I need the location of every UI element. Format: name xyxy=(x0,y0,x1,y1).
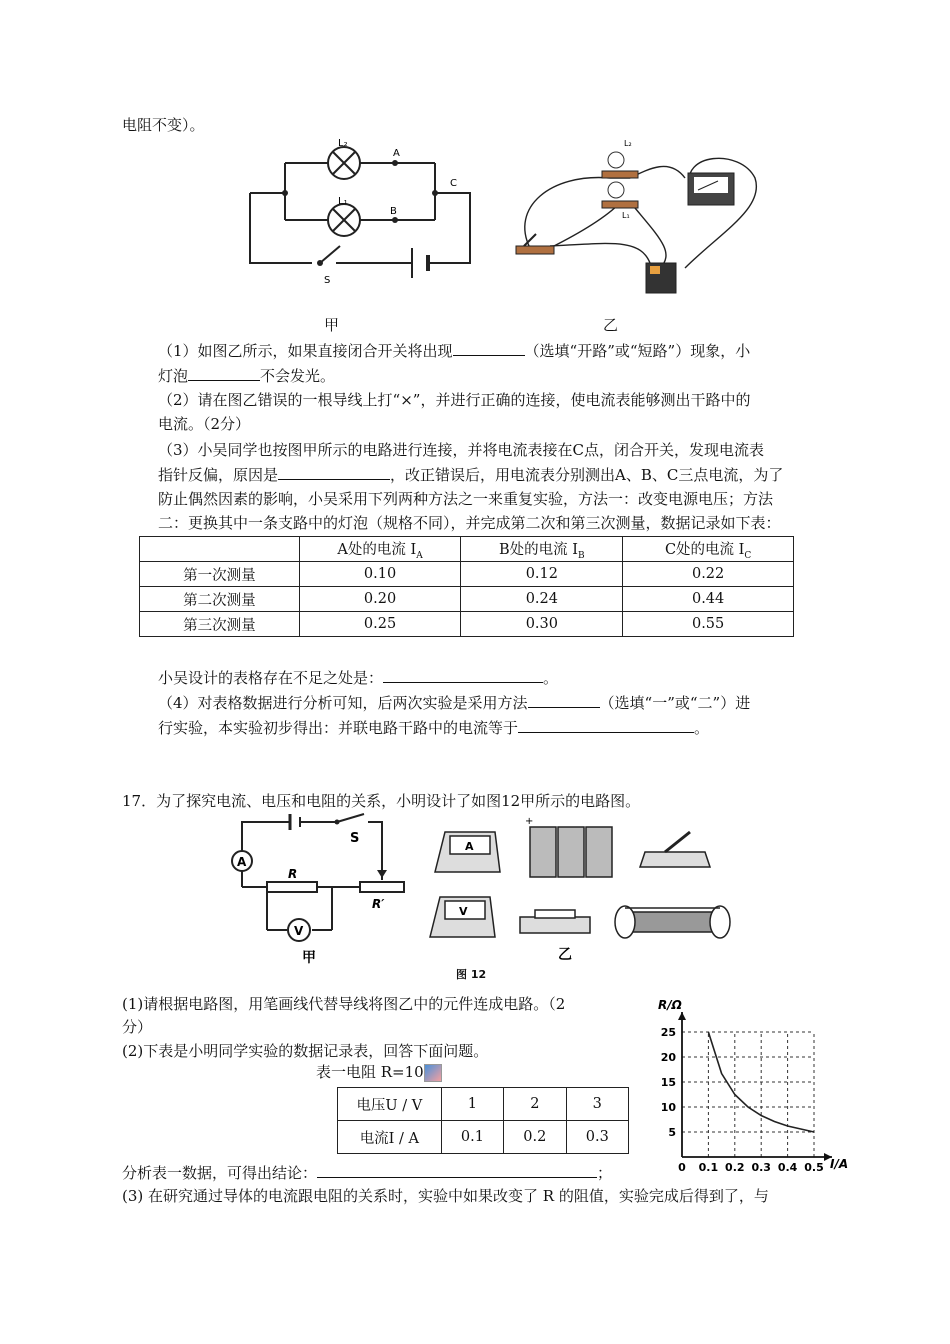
r-i-chart xyxy=(650,995,860,1175)
lamp-holder-l2 xyxy=(602,171,638,178)
label-ammeter-device: A xyxy=(465,840,474,853)
table-cell: 0.44 xyxy=(623,587,794,612)
label-l2b: L₂ xyxy=(624,139,632,148)
chart-x-tick-label: 0.4 xyxy=(777,1161,798,1174)
table-header-cell: C处的电流 $I_C$ xyxy=(623,537,794,562)
voltage-current-table xyxy=(337,1087,629,1154)
label-c: C xyxy=(450,178,457,189)
battery-plus-icon: + xyxy=(525,816,534,827)
label-voltmeter-device: V xyxy=(459,905,468,918)
q16-part2-line2: 电流。（2分） xyxy=(158,415,251,433)
q16-part2-line1: （2）请在图乙错误的一根导线上打“×”，并进行正确的连接，使电流表能够测出干路中的 xyxy=(158,391,751,409)
blank-deficiency[interactable] xyxy=(383,667,543,683)
q17-part3-line1: (3) 在研究通过导体的电流跟电阻的关系时，实验中如果改变了 R 的阻值，实验完成后得到了，与 xyxy=(122,1187,769,1205)
intro-tail: 电阻不变）。 xyxy=(122,116,205,134)
lamp-holder-l1 xyxy=(602,201,638,208)
battery-cell-icon xyxy=(558,827,584,877)
table-row xyxy=(338,1088,629,1121)
table-cell: 第二次测量 xyxy=(140,587,300,612)
circuit-diagram-fig12-jia xyxy=(222,812,422,972)
q16-part4-line2: 行实验，本实验初步得出：并联电路干路中的电流等于 。 xyxy=(158,719,710,737)
chart-ylabel: R/Ω xyxy=(658,998,682,1012)
bulb-l2-icon xyxy=(608,152,624,168)
chart-x-tick-label: 0 xyxy=(678,1161,686,1174)
table-cell: 第一次测量 xyxy=(140,562,300,587)
table2-title: 表一电阻 R=10 xyxy=(316,1062,442,1082)
bulb-l1-icon xyxy=(608,182,624,198)
figure-label-yi: 乙 xyxy=(603,316,619,334)
blank-table-conclusion[interactable] xyxy=(317,1162,597,1178)
chart-y-tick-label: 5 xyxy=(668,1126,676,1139)
label-b: B xyxy=(390,206,397,217)
q17-part1-line2: 分） xyxy=(122,1018,153,1036)
blank-lamp[interactable] xyxy=(188,365,260,381)
label-l1: L₁ xyxy=(338,196,348,207)
chart-x-tick-label: 0.3 xyxy=(751,1161,771,1174)
label-a: A xyxy=(393,148,400,159)
q16-part3-deficiency: 小吴设计的表格存在不足之处是： 。 xyxy=(158,669,559,687)
label-fig12-yi: 乙 xyxy=(558,947,572,963)
figure-12-caption: 图 12 xyxy=(456,968,487,981)
label-switch: S xyxy=(350,831,360,846)
blank-open-short[interactable] xyxy=(453,340,525,356)
table-row xyxy=(140,612,794,637)
circuit-photo-yi xyxy=(510,138,770,300)
q16-part3-line4: 二：更换其中一条支路中的灯泡（规格不同），并完成第二次和第三次测量，数据记录如下表： xyxy=(158,514,781,532)
q16-part1-line2: 灯泡 不会发光。 xyxy=(158,367,336,385)
table-cell: 电压U / V xyxy=(338,1088,442,1121)
table-header-cell xyxy=(140,537,300,562)
chart-y-tick-label: 10 xyxy=(660,1101,676,1114)
chart-y-tick-label: 20 xyxy=(660,1051,676,1064)
chart-x-tick-label: 0.1 xyxy=(698,1161,719,1174)
table-header-cell: B处的电流 $I_B$ xyxy=(461,537,623,562)
table-cell: 0.30 xyxy=(461,612,623,637)
broken-image-icon xyxy=(424,1064,442,1082)
table-cell: 第三次测量 xyxy=(140,612,300,637)
battery-cell-icon xyxy=(530,827,556,877)
table-cell: 0.25 xyxy=(299,612,461,637)
q16-part1-line1: （1）如图乙所示，如果直接闭合开关将出现 （选填“开路”或“短路”）现象，小 xyxy=(158,342,751,360)
table-cell: 电流I / A xyxy=(338,1121,442,1154)
q16-part3-line1: （3）小吴同学也按图甲所示的电路进行连接，并将电流表接在C点，闭合开关，发现电流表 xyxy=(158,441,765,459)
chart-x-tick-label: 0.2 xyxy=(725,1161,745,1174)
q16-part3-line2: 指针反偏，原因是 ，改正错误后，用电流表分别测出A、B、C三点电流，为了 xyxy=(158,466,784,484)
circuit-diagram-jia xyxy=(240,138,480,288)
current-data-table xyxy=(139,536,794,637)
blank-conclusion[interactable] xyxy=(518,717,694,733)
table-header-cell: A处的电流 $I_A$ xyxy=(299,537,461,562)
table-cell: 0.3 xyxy=(566,1121,628,1154)
table-row xyxy=(140,562,794,587)
table-cell: 1 xyxy=(441,1088,503,1121)
battery-cell-icon xyxy=(586,827,612,877)
chart-x-tick-label: 0.5 xyxy=(804,1161,824,1174)
knife-switch-icon xyxy=(640,852,710,867)
resistor-icon xyxy=(520,917,590,933)
label-s: S xyxy=(324,275,331,286)
figure-label-jia: 甲 xyxy=(324,316,340,334)
chart-y-arrow-icon xyxy=(678,1012,686,1020)
table-cell: 0.20 xyxy=(299,587,461,612)
table-cell: 0.24 xyxy=(461,587,623,612)
switch-icon xyxy=(516,246,554,254)
label-l1b: L₁ xyxy=(622,211,630,220)
q17-part2-conclusion: 分析表一数据，可得出结论： ； xyxy=(122,1164,613,1182)
table-cell: 0.1 xyxy=(441,1121,503,1154)
table-header-row xyxy=(140,537,794,562)
blank-reason[interactable] xyxy=(278,464,390,480)
table-cell: 0.22 xyxy=(623,562,794,587)
q16-part4-line1: （4）对表格数据进行分析可知，后两次实验是采用方法 （选填“一”或“二”）进 xyxy=(158,694,751,712)
table-row xyxy=(338,1121,629,1154)
table-cell: 0.55 xyxy=(623,612,794,637)
label-ammeter: A xyxy=(237,855,247,869)
table-cell: 0.10 xyxy=(299,562,461,587)
chart-xlabel: I/A xyxy=(830,1157,849,1171)
label-r-prime: R′ xyxy=(372,897,385,911)
q17-title: 17．为了探究电流、电压和电阻的关系，小明设计了如图12甲所示的电路图。 xyxy=(122,792,641,810)
label-r: R xyxy=(288,867,298,881)
q16-part3-line3: 防止偶然因素的影响，小吴采用下列两种方法之一来重复实验，方法一：改变电源电压；方法 xyxy=(158,490,774,508)
component-photos-fig12-yi xyxy=(425,812,735,972)
table-cell: 2 xyxy=(504,1088,566,1121)
blank-method[interactable] xyxy=(528,692,600,708)
table-cell: 3 xyxy=(566,1088,628,1121)
chart-y-tick-label: 15 xyxy=(660,1076,676,1089)
table-cell: 0.2 xyxy=(504,1121,566,1154)
label-voltmeter: V xyxy=(294,924,304,938)
table-cell: 0.12 xyxy=(461,562,623,587)
chart-y-tick-label: 25 xyxy=(660,1026,676,1039)
table-row xyxy=(140,587,794,612)
label-l2: L₂ xyxy=(338,138,348,149)
q17-part1-line1: (1)请根据电路图，用笔画线代替导线将图乙中的元件连成电路。（2 xyxy=(122,995,566,1013)
q17-part2-line1: (2)下表是小明同学实验的数据记录表，回答下面问题。 xyxy=(122,1042,489,1060)
label-fig12-jia: 甲 xyxy=(302,950,316,966)
